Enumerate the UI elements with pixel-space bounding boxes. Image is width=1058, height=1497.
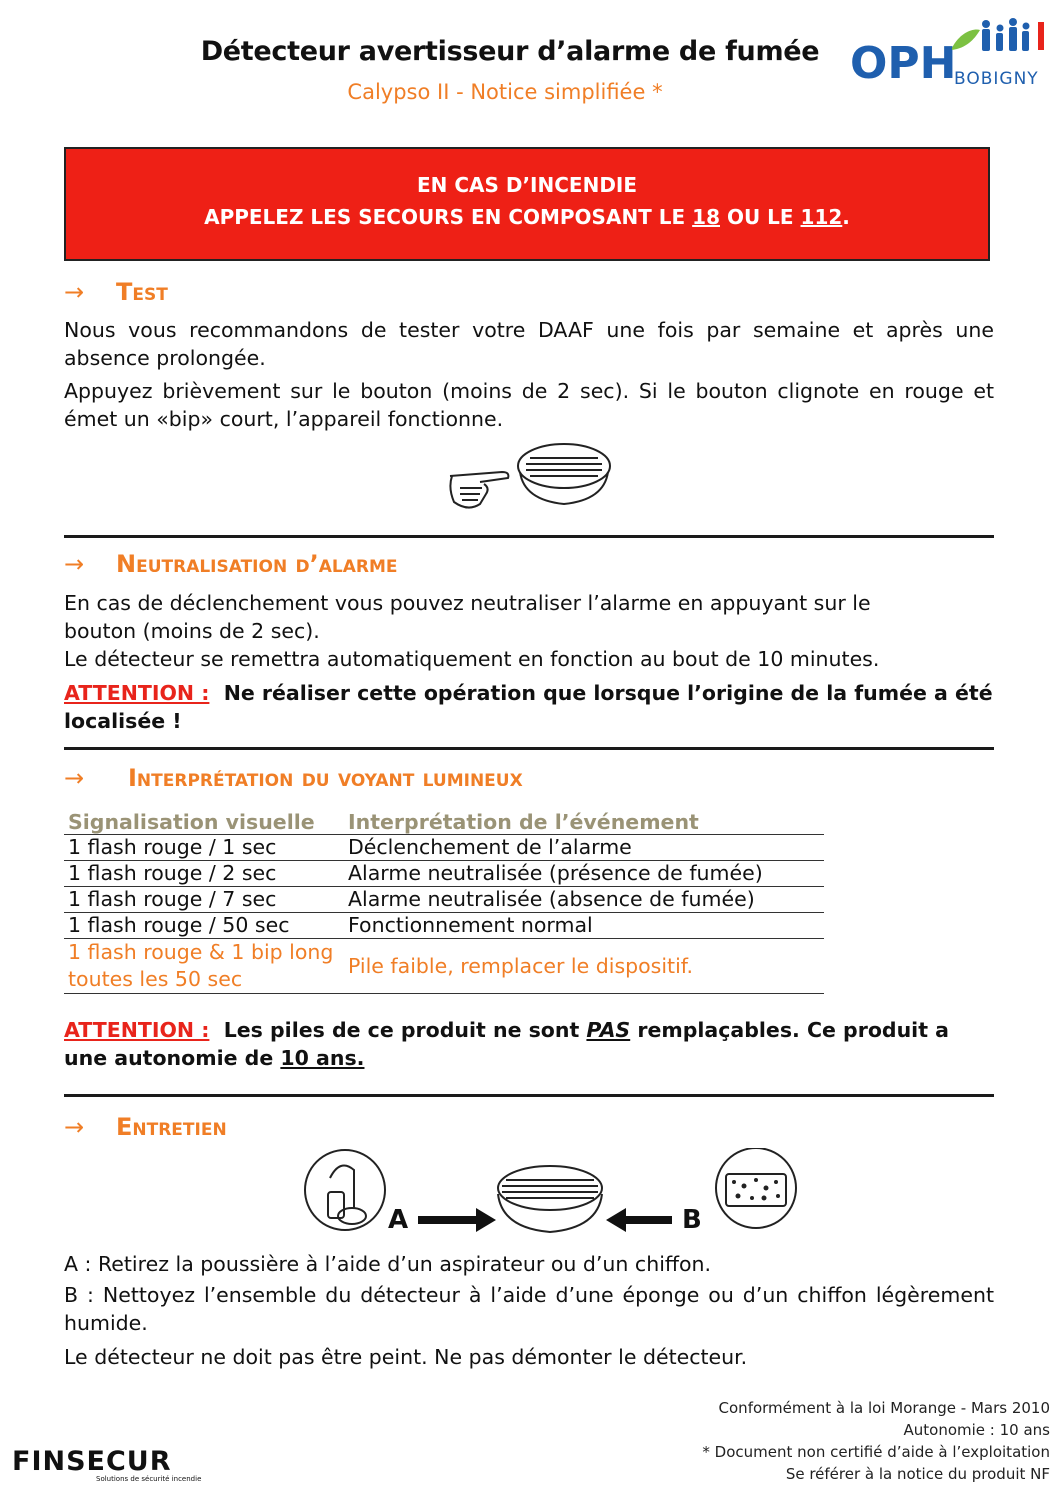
column-header-meaning: Interprétation de l’événement	[344, 808, 824, 835]
signal-table	[64, 808, 824, 994]
vacuum-cleaner-icon	[305, 1150, 385, 1230]
emergency-number-18: 18	[692, 205, 720, 229]
warning-years: 10 ans.	[280, 1046, 365, 1070]
signal-cell: 1 flash rouge / 7 sec	[64, 887, 344, 913]
arrow-right-icon	[418, 1208, 496, 1232]
emergency-alert-box	[64, 147, 990, 261]
maintenance-step-a: A : Retirez la poussière à l’aide d’un aspirateur ou d’un chiffon.	[64, 1252, 712, 1276]
warning-text: Ne réaliser cette opération que lorsque l’origine de la fumée a été localisée !	[64, 681, 993, 733]
meaning-cell: Alarme neutralisée (absence de fumée)	[344, 887, 824, 913]
alert-text-end: .	[842, 205, 850, 229]
arrow-left-icon	[606, 1208, 672, 1232]
table-row-low-battery	[64, 939, 824, 994]
maintenance-note: Le détecteur ne doit pas être peint. Ne pas démonter le détecteur.	[64, 1345, 748, 1369]
table-row	[64, 861, 824, 887]
section-heading-interpretation	[64, 764, 523, 792]
page-subtitle: Calypso II - Notice simplifiée *	[347, 80, 663, 104]
neutralisation-paragraph-2: Le détecteur se remettra automatiquement en fonction au bout de 10 minutes.	[64, 647, 880, 671]
oph-bobigny-logo	[850, 14, 1050, 94]
section-heading-test	[64, 278, 168, 306]
signal-cell: 1 flash rouge & 1 bip long toutes les 50 sec	[64, 939, 344, 994]
meaning-cell: Pile faible, remplacer le dispositif.	[344, 939, 824, 994]
smoke-detector-icon	[518, 444, 610, 504]
alert-line-1: EN CAS D’INCENDIE	[416, 173, 638, 197]
brand-tagline: Solutions de sécurité incendie	[96, 1475, 202, 1483]
heading-text: Neutralisation d’alarme	[116, 550, 398, 578]
heading-text: Test	[116, 278, 168, 306]
test-paragraph-1: Nous vous recommandons de tester votre DAAF une fois par semaine et après une absence prolongée.	[64, 318, 994, 370]
footer-note	[702, 1397, 1050, 1485]
warning-text-mid: remplaçables. Ce produit a une autonomie de	[64, 1018, 949, 1070]
pointing-hand-icon	[450, 472, 508, 508]
label-b: B	[682, 1205, 702, 1235]
warning-text: Les piles de ce produit ne sont	[223, 1018, 587, 1042]
test-paragraph-2: Appuyez brièvement sur le bouton (moins de 2 sec). Si le bouton clignote en rouge et émet un «bip» court, l’appareil fonctionne.	[64, 379, 994, 431]
column-header-signal: Signalisation visuelle	[64, 808, 344, 835]
signal-cell: 1 flash rouge / 1 sec	[64, 835, 344, 861]
heading-text: Entretien	[116, 1113, 227, 1141]
divider	[64, 747, 994, 750]
signal-cell: 1 flash rouge / 2 sec	[64, 861, 344, 887]
sponge-icon	[716, 1148, 796, 1228]
alert-text-mid: OU LE	[720, 205, 801, 229]
meaning-cell: Déclenchement de l’alarme	[344, 835, 824, 861]
alert-line-2	[66, 205, 988, 229]
warning-label: ATTENTION :	[64, 1018, 210, 1042]
footer-line-4: Se référer à la notice du produit NF	[785, 1465, 1050, 1483]
brand-name: FINSECUR	[12, 1446, 172, 1477]
meaning-cell: Fonctionnement normal	[344, 913, 824, 939]
page-title: Détecteur avertisseur d’alarme de fumée	[200, 36, 820, 67]
section-heading-neutralisation	[64, 550, 398, 578]
arrow-icon: →	[64, 764, 85, 792]
footer-line-3: * Document non certifié d’aide à l’exploitation	[702, 1443, 1050, 1461]
arrow-icon: →	[64, 550, 85, 578]
smoke-detector-icon	[498, 1166, 602, 1232]
table-row	[64, 913, 824, 939]
arrow-icon: →	[64, 1113, 85, 1141]
label-a: A	[388, 1205, 409, 1235]
logo-sub: BOBIGNY	[954, 69, 1039, 89]
emergency-number-112: 112	[800, 205, 843, 229]
warning-label: ATTENTION :	[64, 681, 210, 705]
test-button-illustration	[440, 436, 620, 522]
footer-line-1: Conformément à la loi Morange - Mars 2010	[718, 1399, 1050, 1417]
divider	[64, 535, 994, 538]
meaning-cell: Alarme neutralisée (présence de fumée)	[344, 861, 824, 887]
finsecur-logo	[12, 1442, 212, 1484]
divider	[64, 1094, 994, 1097]
neutralisation-paragraph-1: En cas de déclenchement vous pouvez neutraliser l’alarme en appuyant sur le bouton (moins de 2 sec).	[64, 591, 871, 643]
red-bar	[1038, 22, 1044, 50]
maintenance-illustration	[300, 1148, 820, 1240]
battery-warning	[64, 1016, 994, 1072]
alert-text: APPELEZ LES SECOURS EN COMPOSANT LE	[204, 205, 693, 229]
heading-text: Interprétation du voyant lumineux	[128, 764, 523, 792]
footer-line-2: Autonomie : 10 ans	[903, 1421, 1050, 1439]
neutralisation-warning	[64, 679, 994, 735]
arrow-icon: →	[64, 278, 85, 306]
table-header-row	[64, 808, 824, 835]
signal-cell: 1 flash rouge / 50 sec	[64, 913, 344, 939]
table-row	[64, 887, 824, 913]
family-icon	[982, 18, 1030, 51]
maintenance-step-b: B : Nettoyez l’ensemble du détecteur à l’aide d’une éponge ou d’un chiffon légèrement humide.	[64, 1283, 994, 1335]
section-heading-entretien	[64, 1113, 227, 1141]
warning-pas: PAS	[586, 1018, 631, 1042]
table-row	[64, 835, 824, 861]
logo-text: OPH	[850, 38, 957, 89]
